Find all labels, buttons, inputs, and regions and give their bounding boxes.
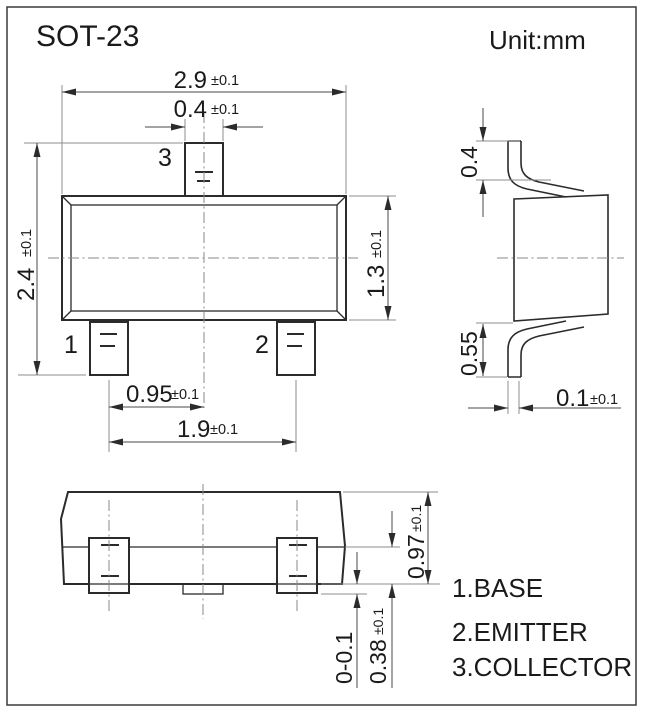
side-bottom-lead xyxy=(508,321,584,377)
dim-pin3-width-value: 0.4 xyxy=(173,96,207,123)
dim-overall-height xyxy=(13,143,183,375)
arrow-down-icon xyxy=(354,570,361,584)
dim-lead-bottom-value: 0.55 xyxy=(456,331,482,376)
arrow-up-icon xyxy=(34,143,41,157)
dim-foot-height-tol: ±0.1 xyxy=(370,607,386,635)
legend-item-base: 1.BASE xyxy=(452,573,544,603)
side-top-lead-shape xyxy=(508,141,584,197)
arrow-down-icon xyxy=(385,306,392,320)
dim-overall-height-value: 2.4 xyxy=(13,267,40,301)
unit-label: Unit:mm xyxy=(489,25,586,55)
pin-2 xyxy=(277,322,315,375)
arrow-up-icon xyxy=(425,492,432,506)
arrow-right-icon xyxy=(282,439,296,446)
arrow-right-icon xyxy=(332,89,346,96)
dim-pin-span-value: 1.9 xyxy=(177,416,211,443)
dim-standing-tol: ±0.1 xyxy=(408,504,424,532)
dim-body-width-tol: ±0.1 xyxy=(211,73,240,89)
dim-lead-thickness-tol: ±0.1 xyxy=(590,392,619,408)
dim-body-standing-height xyxy=(321,492,440,584)
arrow-left-icon xyxy=(109,404,123,411)
dim-lead-thickness-value: 0.1 xyxy=(556,385,590,412)
dim-lead-top-value: 0.4 xyxy=(456,146,482,178)
arrow-up-icon xyxy=(354,594,361,608)
dim-pin-span-tol: ±0.1 xyxy=(210,422,239,438)
page-title: SOT-23 xyxy=(36,20,140,53)
arrow-down-icon xyxy=(389,533,396,547)
pin2-tick-marks xyxy=(287,334,304,346)
side-view xyxy=(456,108,624,414)
pin3-label: 3 xyxy=(158,144,172,172)
pin2-rect xyxy=(277,322,315,375)
dim-lead-top-height xyxy=(456,108,551,217)
pin2-label: 2 xyxy=(255,331,269,359)
dim-lead-top-extensions xyxy=(476,141,551,180)
pin1-rect xyxy=(90,322,128,375)
arrow-left-icon xyxy=(62,89,76,96)
legend-item-emitter: 2.EMITTER xyxy=(452,617,588,647)
arrow-left-icon xyxy=(519,405,533,412)
dim-lead-thickness xyxy=(468,381,621,414)
pin-legend xyxy=(452,573,632,682)
arrow-left-icon xyxy=(109,439,123,446)
dim-pin3-width-tol: ±0.1 xyxy=(211,102,240,118)
dim-overall-height-tol: ±0.1 xyxy=(19,228,35,257)
dim-pin-pitch-value: 0.95 xyxy=(126,381,173,408)
dim-foot-height-value: 0.38 xyxy=(365,639,391,684)
arrow-down-icon xyxy=(34,361,41,375)
dim-lead-bottom-height xyxy=(456,323,513,377)
dim-overall-height-extensions xyxy=(18,143,183,375)
arrow-right-icon xyxy=(494,405,508,412)
arrow-left-icon xyxy=(223,124,237,131)
arrow-right-icon xyxy=(190,404,204,411)
dim-standing-value: 0.97 xyxy=(403,534,429,579)
pin1-label: 1 xyxy=(64,331,78,359)
front-view xyxy=(13,67,396,452)
dim-pin-span xyxy=(109,416,296,446)
dim-body-height-value: 1.3 xyxy=(363,264,390,298)
dim-body-height-tol: ±0.1 xyxy=(369,229,385,258)
arrow-right-icon xyxy=(171,124,185,131)
arrow-up-icon xyxy=(480,180,487,194)
dim-lead-thickness-extensions xyxy=(508,381,519,414)
dim-standoff-value: 0-0.1 xyxy=(331,631,357,684)
arrow-down-icon xyxy=(480,127,487,141)
bottom-view xyxy=(61,484,440,688)
arrow-up-icon xyxy=(389,584,396,598)
arrow-up-icon xyxy=(385,196,392,210)
dim-pin-pitch-tol: ±0.1 xyxy=(171,387,200,403)
pin-1 xyxy=(90,322,128,375)
dim-standoff xyxy=(321,552,367,688)
side-bottom-lead-shape xyxy=(508,321,584,377)
pin1-tick-marks xyxy=(100,334,117,346)
side-top-lead xyxy=(508,141,584,197)
dim-body-width-value: 2.9 xyxy=(173,67,207,94)
legend-item-collector: 3.COLLECTOR xyxy=(452,652,633,682)
